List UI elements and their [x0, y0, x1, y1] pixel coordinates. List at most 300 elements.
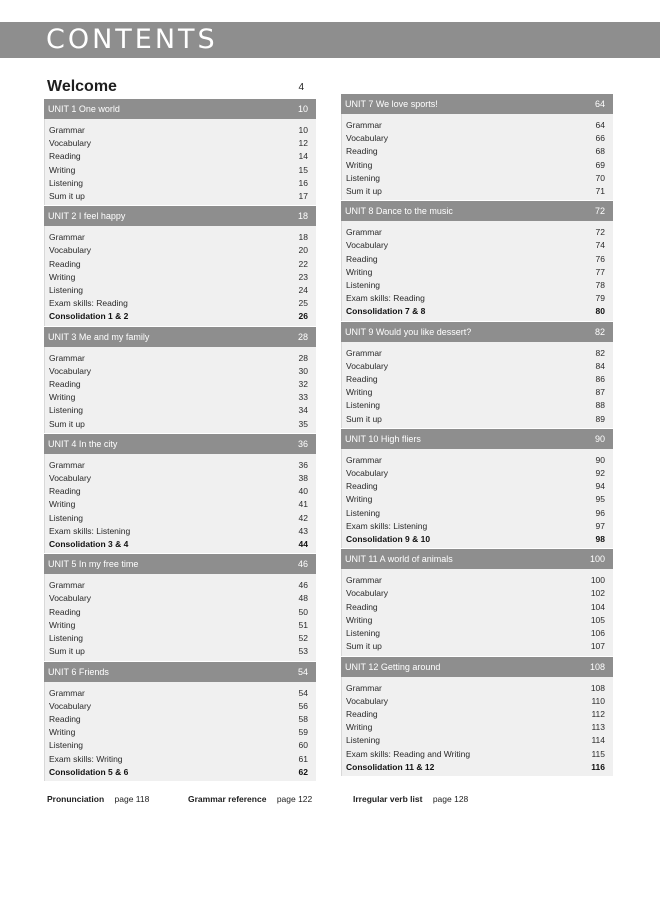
entry-page: 35 — [298, 418, 308, 429]
welcome-page: 4 — [298, 82, 304, 93]
entry-page: 15 — [298, 164, 308, 175]
unit-title: UNIT 8 Dance to the music — [345, 206, 453, 217]
entry-label: Listening — [346, 507, 381, 518]
contents-row[interactable] — [346, 292, 605, 305]
footer-page: page 122 — [276, 794, 313, 804]
entry-label: Writing — [346, 614, 373, 625]
unit-page: 108 — [589, 661, 605, 672]
unit-title: UNIT 4 In the city — [48, 438, 118, 449]
entry-label: Listening — [49, 177, 84, 188]
entry-page: 114 — [591, 735, 605, 746]
contents-row[interactable] — [49, 378, 308, 391]
entry-label: Sum it up — [346, 186, 382, 197]
welcome-label: Welcome — [47, 78, 117, 95]
unit-section — [44, 434, 316, 553]
contents-row[interactable] — [346, 386, 605, 399]
unit-entries — [44, 574, 316, 660]
contents-row[interactable] — [346, 601, 605, 614]
contents-banner — [0, 22, 660, 58]
unit-page: 10 — [297, 104, 308, 114]
entry-page: 87 — [595, 387, 605, 398]
entry-label: Sum it up — [49, 646, 85, 657]
entry-label: Vocabulary — [346, 588, 389, 599]
entry-page: 20 — [298, 245, 308, 256]
contents-row[interactable] — [346, 520, 605, 533]
unit-section — [341, 201, 613, 320]
entry-page: 72 — [595, 227, 605, 238]
contents-row[interactable] — [346, 185, 605, 198]
unit-page: 64 — [594, 99, 605, 109]
entry-label: Vocabulary — [346, 468, 389, 479]
contents-row[interactable] — [346, 145, 605, 158]
entry-label: Reading — [346, 481, 378, 492]
entry-page: 48 — [298, 593, 308, 604]
entry-page: 32 — [298, 379, 308, 390]
unit-title: UNIT 12 Getting around — [345, 661, 441, 672]
contents-row[interactable] — [49, 231, 308, 244]
entry-page: 24 — [298, 285, 308, 296]
unit-page: 90 — [594, 433, 605, 444]
contents-row[interactable] — [49, 645, 308, 658]
contents-row[interactable] — [49, 485, 308, 498]
footer-references — [47, 794, 607, 808]
entry-page: 116 — [591, 761, 605, 772]
contents-row[interactable] — [346, 574, 605, 587]
contents-row[interactable] — [49, 619, 308, 632]
unit-header[interactable] — [341, 429, 613, 449]
unit-page: 46 — [297, 559, 308, 570]
contents-row[interactable] — [346, 132, 605, 145]
entry-label: Consolidation 9 & 10 — [346, 534, 431, 545]
unit-section — [44, 206, 316, 325]
contents-row[interactable] — [49, 244, 308, 257]
entry-page: 110 — [591, 695, 605, 706]
contents-row[interactable] — [346, 253, 605, 266]
contents-row[interactable] — [346, 708, 605, 721]
entry-page: 40 — [298, 486, 308, 497]
contents-row[interactable] — [49, 391, 308, 404]
contents-row[interactable] — [346, 627, 605, 640]
entry-page: 64 — [595, 120, 605, 130]
contents-row[interactable] — [49, 258, 308, 271]
entry-page: 42 — [298, 512, 308, 523]
contents-row[interactable] — [346, 533, 605, 546]
entry-page: 98 — [595, 534, 605, 545]
entry-page: 90 — [595, 454, 605, 465]
contents-row[interactable] — [49, 310, 308, 323]
unit-title: UNIT 6 Friends — [48, 666, 109, 677]
contents-row[interactable] — [49, 538, 308, 551]
unit-entries — [44, 347, 316, 433]
unit-title: UNIT 2 I feel happy — [48, 211, 126, 222]
entry-label: Reading — [346, 146, 378, 157]
contents-row[interactable] — [49, 512, 308, 525]
entry-label: Vocabulary — [346, 695, 389, 706]
entry-label: Reading — [49, 258, 81, 269]
contents-row[interactable] — [49, 726, 308, 739]
contents-row[interactable] — [346, 172, 605, 185]
contents-row[interactable] — [346, 734, 605, 747]
entry-label: Reading — [49, 151, 81, 162]
contents-row[interactable] — [49, 124, 308, 137]
entry-label: Vocabulary — [346, 360, 389, 371]
entry-label: Exam skills: Writing — [49, 753, 123, 764]
entry-label: Vocabulary — [49, 473, 92, 484]
entry-label: Writing — [346, 387, 373, 398]
footer-label: Irregular verb list — [353, 794, 423, 804]
unit-header[interactable] — [341, 657, 613, 677]
entry-page: 36 — [298, 459, 308, 470]
contents-row[interactable] — [346, 266, 605, 279]
unit-entries — [341, 569, 613, 655]
unit-title: UNIT 9 Would you like dessert? — [345, 326, 472, 337]
entry-page: 112 — [591, 708, 605, 719]
entry-label: Writing — [346, 722, 373, 733]
entry-page: 58 — [298, 713, 308, 724]
unit-header[interactable] — [44, 99, 316, 119]
entry-label: Writing — [49, 499, 76, 510]
contents-row[interactable] — [346, 305, 605, 318]
entry-page: 96 — [595, 507, 605, 518]
entry-page: 66 — [595, 133, 605, 144]
contents-row[interactable] — [49, 632, 308, 645]
unit-entries — [341, 449, 613, 548]
unit-page: 100 — [589, 554, 605, 565]
entry-page: 77 — [595, 266, 605, 277]
left-column — [44, 99, 316, 782]
entry-label: Consolidation 1 & 2 — [49, 311, 129, 322]
page-title: CONTENTS — [46, 24, 218, 55]
entry-label: Writing — [346, 494, 373, 505]
contents-row[interactable] — [346, 360, 605, 373]
entry-page: 22 — [298, 258, 308, 269]
contents-row[interactable] — [49, 297, 308, 310]
entry-page: 105 — [590, 614, 605, 625]
unit-page: 18 — [297, 211, 308, 222]
contents-row[interactable] — [49, 177, 308, 190]
entry-label: Grammar — [346, 120, 382, 130]
footer-item-irregular-verb-list[interactable] — [353, 794, 468, 804]
entry-label: Grammar — [49, 352, 85, 363]
entry-page: 59 — [298, 727, 308, 738]
entry-label: Listening — [346, 400, 381, 411]
entry-page: 86 — [595, 374, 605, 385]
unit-header[interactable] — [44, 434, 316, 454]
entry-label: Grammar — [49, 459, 85, 470]
entry-page: 84 — [595, 360, 605, 371]
entry-label: Sum it up — [346, 413, 382, 424]
entry-page: 43 — [298, 525, 308, 536]
contents-row[interactable] — [49, 525, 308, 538]
entry-page: 97 — [595, 520, 605, 531]
unit-section — [341, 549, 613, 655]
unit-section — [341, 429, 613, 548]
entry-label: Vocabulary — [49, 365, 92, 376]
contents-row[interactable] — [49, 766, 308, 779]
unit-page: 54 — [297, 666, 308, 677]
footer-item-grammar-reference[interactable] — [188, 794, 312, 804]
entry-page: 108 — [590, 682, 605, 693]
contents-row[interactable] — [346, 119, 605, 132]
entry-label: Listening — [49, 285, 84, 296]
entry-page: 102 — [590, 588, 605, 599]
entry-label: Writing — [49, 271, 76, 282]
footer-label: Pronunciation — [47, 794, 105, 804]
entry-label: Sum it up — [49, 191, 85, 202]
contents-row[interactable] — [346, 347, 605, 360]
entry-label: Grammar — [346, 227, 382, 238]
entry-label: Writing — [49, 727, 76, 738]
contents-row[interactable] — [346, 226, 605, 239]
unit-entries — [44, 454, 316, 553]
entry-page: 60 — [298, 740, 308, 751]
footer-item-pronunciation[interactable] — [47, 794, 149, 804]
contents-row[interactable] — [346, 587, 605, 600]
contents-row[interactable] — [49, 164, 308, 177]
entry-page: 95 — [595, 494, 605, 505]
entry-page: 76 — [595, 253, 605, 264]
entry-page: 89 — [595, 413, 605, 424]
contents-row[interactable] — [49, 753, 308, 766]
entry-label: Consolidation 5 & 6 — [49, 766, 129, 777]
contents-row[interactable] — [346, 413, 605, 426]
contents-row[interactable] — [346, 682, 605, 695]
contents-row[interactable] — [49, 579, 308, 592]
entry-page: 10 — [298, 125, 308, 135]
contents-row[interactable] — [346, 480, 605, 493]
contents-row[interactable] — [49, 137, 308, 150]
contents-row[interactable] — [346, 159, 605, 172]
unit-entries — [44, 119, 316, 205]
entry-label: Grammar — [346, 575, 382, 586]
entry-page: 107 — [590, 641, 605, 652]
entry-page: 71 — [595, 186, 605, 197]
entry-page: 33 — [298, 392, 308, 403]
contents-row[interactable] — [346, 761, 605, 774]
entry-page: 54 — [298, 687, 308, 698]
entry-label: Grammar — [346, 454, 382, 465]
entry-label: Exam skills: Reading — [346, 293, 425, 304]
entry-label: Vocabulary — [49, 700, 92, 711]
entry-label: Grammar — [346, 682, 382, 693]
contents-row[interactable] — [346, 614, 605, 627]
entry-label: Listening — [49, 740, 84, 751]
entry-label: Consolidation 3 & 4 — [49, 539, 129, 550]
entry-page: 106 — [590, 628, 605, 639]
entry-label: Listening — [49, 512, 84, 523]
unit-entries — [341, 677, 613, 776]
entry-label: Reading — [346, 374, 378, 385]
contents-row[interactable] — [346, 239, 605, 252]
entry-page: 62 — [298, 766, 308, 777]
entry-page: 68 — [595, 146, 605, 157]
entry-label: Writing — [49, 392, 76, 403]
entry-page: 50 — [298, 606, 308, 617]
contents-row[interactable] — [346, 279, 605, 292]
entry-label: Consolidation 11 & 12 — [346, 761, 435, 772]
entry-label: Vocabulary — [49, 138, 92, 149]
unit-section — [44, 327, 316, 433]
entry-page: 56 — [298, 700, 308, 711]
entry-page: 14 — [298, 151, 308, 162]
contents-row[interactable] — [49, 713, 308, 726]
unit-header[interactable] — [341, 549, 613, 569]
entry-page: 51 — [298, 619, 308, 630]
entry-page: 88 — [595, 400, 605, 411]
entry-label: Grammar — [49, 687, 85, 698]
unit-title: UNIT 5 In my free time — [48, 559, 139, 570]
unit-header[interactable] — [44, 206, 316, 226]
entry-label: Writing — [346, 266, 373, 277]
unit-header[interactable] — [44, 662, 316, 682]
footer-page: page 118 — [114, 794, 150, 804]
entry-page: 92 — [595, 468, 605, 479]
unit-title: UNIT 1 One world — [48, 104, 120, 114]
entry-page: 80 — [595, 306, 605, 317]
unit-page: 82 — [594, 326, 605, 337]
unit-section — [341, 322, 613, 428]
entry-label: Grammar — [346, 347, 382, 358]
contents-row[interactable] — [49, 365, 308, 378]
entry-page: 18 — [298, 232, 308, 243]
contents-row[interactable] — [49, 284, 308, 297]
footer-page: page 128 — [432, 794, 469, 804]
contents-row[interactable] — [49, 498, 308, 511]
unit-entries — [341, 342, 613, 428]
entry-label: Listening — [346, 628, 381, 639]
unit-section — [44, 662, 316, 781]
entry-page: 17 — [298, 191, 308, 202]
unit-entries — [341, 221, 613, 320]
entry-page: 104 — [590, 601, 605, 612]
entry-label: Writing — [49, 619, 76, 630]
right-column — [341, 94, 613, 777]
entry-page: 100 — [590, 575, 605, 586]
contents-row[interactable] — [49, 459, 308, 472]
entry-page: 28 — [298, 352, 308, 363]
footer-label: Grammar reference — [188, 794, 267, 804]
contents-row[interactable] — [346, 507, 605, 520]
unit-header[interactable] — [44, 327, 316, 347]
entry-label: Grammar — [49, 580, 85, 591]
contents-row[interactable] — [49, 687, 308, 700]
contents-row[interactable] — [49, 404, 308, 417]
contents-row[interactable] — [49, 190, 308, 203]
unit-section — [44, 99, 316, 205]
contents-row[interactable] — [49, 418, 308, 431]
contents-row[interactable] — [346, 399, 605, 412]
entry-label: Exam skills: Listening — [49, 525, 131, 536]
contents-row[interactable] — [346, 721, 605, 734]
unit-page: 72 — [594, 206, 605, 217]
entry-label: Vocabulary — [346, 240, 389, 251]
entry-label: Vocabulary — [49, 593, 92, 604]
contents-row[interactable] — [49, 700, 308, 713]
unit-title: UNIT 3 Me and my family — [48, 331, 150, 342]
unit-title: UNIT 7 We love sports! — [345, 99, 438, 109]
unit-entries — [44, 226, 316, 325]
entry-label: Listening — [346, 172, 381, 183]
entry-page: 34 — [298, 405, 308, 416]
contents-row[interactable] — [346, 454, 605, 467]
entry-page: 44 — [298, 539, 308, 550]
entry-label: Reading — [346, 253, 378, 264]
entry-page: 74 — [595, 240, 605, 251]
contents-row[interactable] — [49, 606, 308, 619]
entry-page: 94 — [595, 481, 605, 492]
entry-label: Writing — [49, 164, 76, 175]
unit-entries — [341, 114, 613, 200]
entry-label: Reading — [49, 606, 81, 617]
entry-page: 30 — [298, 365, 308, 376]
entry-label: Sum it up — [49, 418, 85, 429]
welcome-entry[interactable] — [47, 78, 304, 96]
entry-label: Vocabulary — [346, 133, 389, 144]
entry-label: Reading — [346, 708, 378, 719]
unit-page: 28 — [297, 331, 308, 342]
unit-section — [341, 94, 613, 200]
entry-page: 115 — [591, 748, 605, 759]
entry-page: 53 — [298, 646, 308, 657]
contents-row[interactable] — [346, 373, 605, 386]
unit-header[interactable] — [341, 201, 613, 221]
entry-page: 25 — [298, 298, 308, 309]
entry-page: 79 — [595, 293, 605, 304]
entry-page: 26 — [298, 311, 308, 322]
entry-page: 82 — [595, 347, 605, 358]
contents-row[interactable] — [346, 695, 605, 708]
contents-row[interactable] — [346, 467, 605, 480]
contents-row[interactable] — [346, 748, 605, 761]
contents-row[interactable] — [49, 352, 308, 365]
entry-label: Reading — [49, 379, 81, 390]
unit-title: UNIT 10 High fliers — [345, 433, 421, 444]
entry-label: Sum it up — [346, 641, 382, 652]
unit-page: 36 — [297, 438, 308, 449]
unit-header[interactable] — [341, 322, 613, 342]
contents-row[interactable] — [346, 640, 605, 653]
entry-page: 70 — [595, 172, 605, 183]
entry-label: Listening — [346, 735, 381, 746]
contents-row[interactable] — [49, 472, 308, 485]
entry-label: Exam skills: Reading and Writing — [346, 748, 471, 759]
entry-label: Reading — [346, 601, 378, 612]
entry-page: 69 — [595, 159, 605, 170]
entry-label: Exam skills: Listening — [346, 520, 428, 531]
entry-label: Consolidation 7 & 8 — [346, 306, 426, 317]
unit-entries — [44, 682, 316, 781]
entry-label: Reading — [49, 486, 81, 497]
entry-page: 41 — [298, 499, 308, 510]
contents-row[interactable] — [49, 271, 308, 284]
entry-page: 38 — [298, 473, 308, 484]
entry-page: 46 — [298, 580, 308, 591]
contents-row[interactable] — [346, 493, 605, 506]
unit-header[interactable] — [44, 554, 316, 574]
entry-page: 78 — [595, 280, 605, 291]
unit-header[interactable] — [341, 94, 613, 114]
entry-label: Listening — [346, 280, 381, 291]
entry-page: 52 — [298, 633, 308, 644]
contents-row[interactable] — [49, 150, 308, 163]
entry-label: Exam skills: Reading — [49, 298, 128, 309]
contents-row[interactable] — [49, 739, 308, 752]
entry-page: 61 — [298, 753, 308, 764]
contents-row[interactable] — [49, 592, 308, 605]
entry-label: Writing — [346, 159, 373, 170]
unit-section — [341, 657, 613, 776]
entry-label: Grammar — [49, 232, 85, 243]
